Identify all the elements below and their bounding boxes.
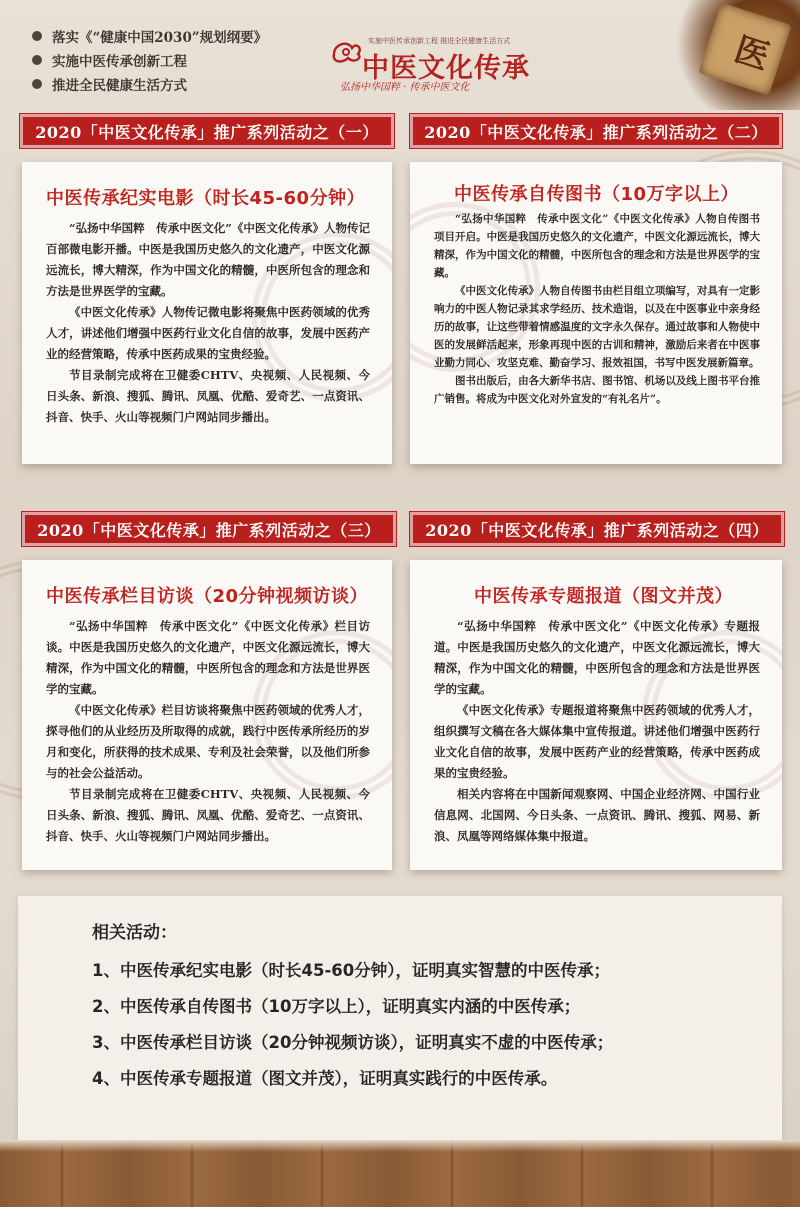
header-bullet: 落实《“健康中国2030”规划纲要》 bbox=[32, 24, 267, 48]
wooden-floor-decoration bbox=[0, 1140, 800, 1207]
logo-slogan: 弘扬中华国粹 · 传承中医文化 bbox=[340, 82, 470, 93]
bullet-dot-icon bbox=[32, 31, 42, 41]
related-item: 2、中医传承自传图书（10万字以上），证明真实内涵的中医传承； bbox=[92, 997, 581, 1016]
section-banner-4: 2020「中医文化传承」推广系列活动之（四） bbox=[410, 512, 784, 546]
card-paragraph: “弘扬中华国粹 传承中医文化”《中医文化传承》专题报道。中医是我国历史悠久的文化遗产，中医文化源远流长，博大精深，作为中国文化的精髓，中医所包含的理念和方法是世界医学的宝藏。 bbox=[434, 619, 760, 696]
corner-seal-decoration bbox=[670, 0, 800, 110]
page-header bbox=[0, 0, 800, 110]
related-item: 4、中医传承专题报道（图文并茂），证明真实践行的中医传承。 bbox=[92, 1069, 558, 1088]
auspicious-cloud-icon bbox=[330, 32, 364, 66]
card-paragraph: 相关内容将在中国新闻观察网、中国企业经济网、中国行业信息网、北国网、今日头条、一点资讯、腾讯、搜狐、网易、新浪、凤凰等网络媒体集中报道。 bbox=[434, 787, 760, 843]
activity-card-1 bbox=[22, 162, 392, 464]
header-bullet: 推进全民健康生活方式 bbox=[32, 72, 267, 96]
activity-card-2 bbox=[410, 162, 782, 464]
card-paragraph: 《中医文化传承》人物自传图书由栏目组立项编写，对具有一定影响力的中医人物记录其求学经历、技术造诣，以及在中医事业中亲身经历的故事，让这些带着情感温度的文字永久保存。通过故事和人物使中医的发展鲜活起来，形象再现中医的古训和精神，激励后来者在中医事业勤力同心、攻坚克难、勤奋学习、报效祖国，书写中医发展新篇章。 bbox=[434, 285, 760, 369]
seal-glyph: 医 bbox=[729, 29, 775, 79]
card-paragraph: 《中医文化传承》人物传记微电影将聚焦中医药领域的优秀人才，讲述他们增强中医药行业文化自信的故事，发展中医药产业的经营策略，传承中医药成果的宝贵经验。 bbox=[46, 305, 370, 361]
section-banner-3: 2020「中医文化传承」推广系列活动之（三） bbox=[22, 512, 396, 546]
section-banner-2: 2020「中医文化传承」推广系列活动之（二） bbox=[410, 114, 782, 148]
card-paragraph: 《中医文化传承》专题报道将聚焦中医药领域的优秀人才，组织撰写文稿在各大媒体集中宣传报道。讲述他们增强中医药行业文化自信的故事，发展中医药产业的经营策略，传承中医药成果的宝贵经验。 bbox=[434, 703, 760, 780]
section-banner-1: 2020「中医文化传承」推广系列活动之（一） bbox=[20, 114, 394, 148]
activity-card-3 bbox=[22, 560, 392, 870]
card-paragraph: “弘扬中华国粹 传承中医文化”《中医文化传承》人物自传图书项目开启。中医是我国历史悠久的文化遗产，中医文化源远流长，博大精深，作为中国文化的精髓，中医所包含的理念和方法是世界医学的宝藏。 bbox=[434, 213, 760, 279]
card-paragraph: “弘扬中华国粹 传承中医文化”《中医文化传承》人物传记百部微电影开播。中医是我国历史悠久的文化遗产，中医文化源远流长，博大精深，作为中国文化的精髓，中医所包含的理念和方法是世界医学的宝藏。 bbox=[46, 221, 370, 298]
logo-title: 中医文化传承 bbox=[362, 53, 530, 84]
logo-subtitle: 实施中医传承创新工程 推进全民健康生活方式 bbox=[368, 37, 511, 45]
brand-logo bbox=[330, 28, 530, 93]
bullet-dot-icon bbox=[32, 79, 42, 89]
related-heading: 相关活动： bbox=[92, 923, 177, 943]
activity-card-4 bbox=[410, 560, 782, 870]
related-item: 3、中医传承栏目访谈（20分钟视频访谈），证明真实不虚的中医传承； bbox=[92, 1033, 614, 1052]
card-title: 中医传承自传图书（10万字以上） bbox=[454, 184, 740, 205]
card-paragraph: 节目录制完成将在卫健委CHTV、央视频、人民视频、今日头条、新浪、搜狐、腾讯、凤凰、优酷、爱奇艺、一点资讯、抖音、快手、火山等视频门户网站同步播出。 bbox=[46, 787, 370, 843]
card-paragraph: 《中医文化传承》栏目访谈将聚焦中医药领域的优秀人才，探寻他们的从业经历及所取得的成就，践行中医传承所经历的岁月和变化，所获得的技术成果、专利及社会荣誉，以及他们所参与的社会公益活动。 bbox=[46, 703, 370, 780]
card-paragraph: “弘扬中华国粹 传承中医文化”《中医文化传承》栏目访谈。中医是我国历史悠久的文化遗产，中医文化源远流长，博大精深，作为中国文化的精髓，中医所包含的理念和方法是世界医学的宝藏。 bbox=[46, 619, 370, 696]
bullet-dot-icon bbox=[32, 55, 42, 65]
card-title: 中医传承专题报道（图文并茂） bbox=[474, 586, 733, 607]
header-bullet-list bbox=[32, 24, 267, 96]
related-activities-panel bbox=[18, 896, 782, 1154]
card-paragraph: 图书出版后，由各大新华书店、图书馆、机场以及线上图书平台推广销售。将成为中医文化对外宣发的“有礼名片”。 bbox=[434, 375, 760, 405]
card-title: 中医传承栏目访谈（20分钟视频访谈） bbox=[46, 586, 369, 607]
card-title: 中医传承纪实电影（时长45-60分钟） bbox=[46, 188, 366, 209]
related-item: 1、中医传承纪实电影（时长45-60分钟），证明真实智慧的中医传承； bbox=[92, 961, 611, 980]
card-paragraph: 节目录制完成将在卫健委CHTV、央视频、人民视频、今日头条、新浪、搜狐、腾讯、凤凰、优酷、爱奇艺、一点资讯、抖音、快手、火山等视频门户网站同步播出。 bbox=[46, 368, 370, 424]
header-bullet: 实施中医传承创新工程 bbox=[32, 48, 267, 72]
